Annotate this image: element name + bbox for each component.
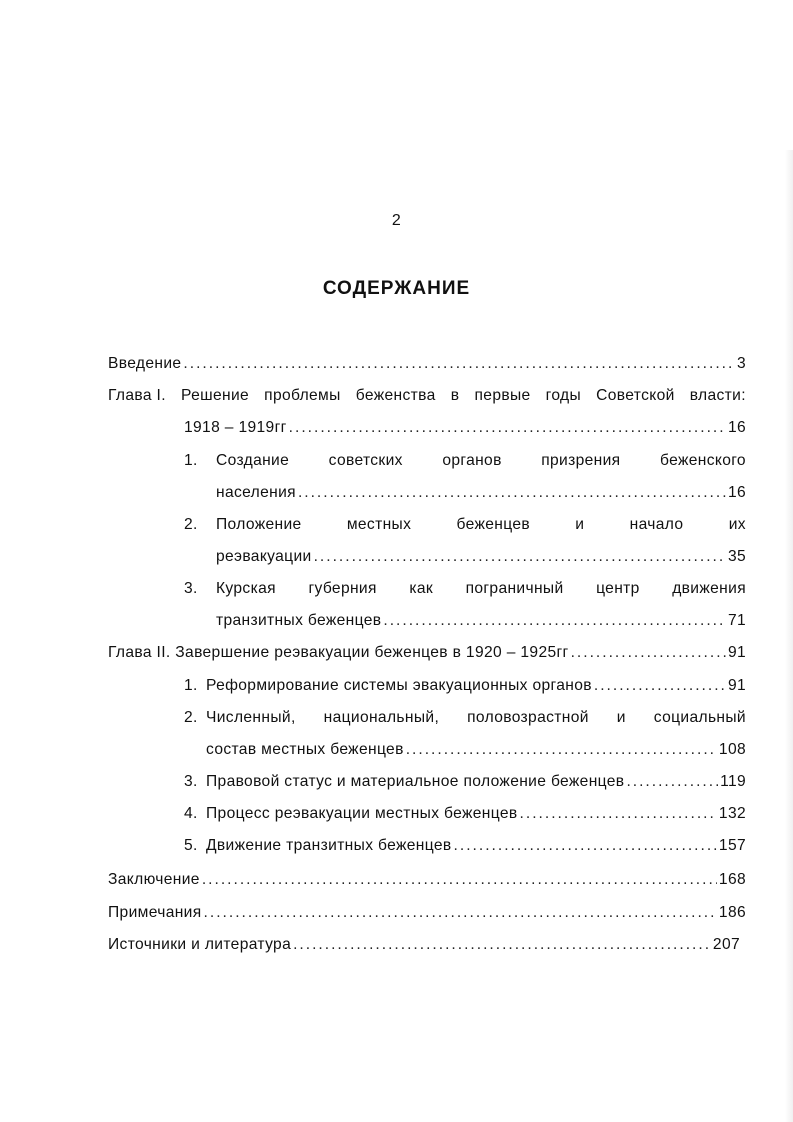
dot-leader <box>520 802 717 826</box>
toc-section-2-4 <box>108 802 746 826</box>
word: национальный, <box>323 709 440 726</box>
toc-page: 207 <box>712 936 740 953</box>
section-number: 5. <box>184 837 198 854</box>
word: призрения <box>541 452 621 469</box>
toc-label: Правовой статус и материальное положение беженцев <box>206 773 625 790</box>
toc-page: 108 <box>718 741 746 758</box>
toc-section-2-2-cont <box>206 738 746 762</box>
word: местных <box>346 516 412 533</box>
word: беженцев <box>456 516 531 533</box>
dot-leader <box>289 416 726 440</box>
dot-leader <box>383 609 726 633</box>
section-number: 2. <box>184 709 198 726</box>
section-number: 3. <box>184 580 198 597</box>
toc-page: 91 <box>727 644 746 661</box>
dot-leader <box>298 481 726 505</box>
toc-section-2-5 <box>108 834 746 858</box>
dot-leader <box>202 868 717 892</box>
word: проблемы <box>264 387 341 404</box>
toc-chapter-1-line1 <box>108 384 746 408</box>
toc-entry-conclusion <box>108 868 746 892</box>
word: половозрастной <box>467 709 589 726</box>
word: центр <box>596 580 640 597</box>
word: Решение <box>181 387 250 404</box>
toc-chapter-1-line2 <box>184 416 746 440</box>
word: начало <box>629 516 684 533</box>
toc-label: Примечания <box>108 904 202 921</box>
toc-label: Движение транзитных беженцев <box>206 837 452 854</box>
toc-label: Глава II. Завершение реэвакуации беженцев в 1920 – 1925гг <box>108 644 569 661</box>
word: первые <box>474 387 531 404</box>
chapter-prefix: Глава I. <box>108 387 166 404</box>
word: пограничный <box>465 580 564 597</box>
toc-entry-intro <box>108 352 746 376</box>
section-number: 3. <box>184 773 198 790</box>
toc-page: 168 <box>718 871 746 888</box>
word: годы <box>545 387 582 404</box>
toc-label: Реформирование системы эвакуационных органов <box>206 677 592 694</box>
word: Советской <box>596 387 675 404</box>
toc-page: 186 <box>718 904 746 921</box>
toc-label: состав местных беженцев <box>206 741 404 758</box>
toc-section-1-1 <box>108 449 746 473</box>
toc-section-2-1 <box>108 674 746 698</box>
word: Численный, <box>206 709 296 726</box>
word: беженства <box>355 387 436 404</box>
toc-label: реэвакуации <box>216 548 312 565</box>
dot-leader <box>183 352 735 376</box>
toc-section-1-3-cont <box>216 609 746 633</box>
dot-leader <box>293 933 711 957</box>
word: советских <box>328 452 403 469</box>
dot-leader <box>314 545 726 569</box>
word: движения <box>672 580 746 597</box>
dot-leader <box>594 674 726 698</box>
word: и <box>616 709 626 726</box>
toc-section-1-1-cont <box>216 481 746 505</box>
dot-leader <box>406 738 717 762</box>
toc-section-1-2 <box>108 513 746 537</box>
word: и <box>575 516 585 533</box>
word: Создание <box>216 452 290 469</box>
toc-entry-sources <box>108 933 740 957</box>
toc-entry-notes <box>108 901 746 925</box>
toc-label: транзитных беженцев <box>216 612 382 629</box>
toc-section-1-3 <box>108 577 746 601</box>
word: социальный <box>653 709 746 726</box>
toc-label: Заключение <box>108 871 200 888</box>
section-number: 2. <box>184 516 198 533</box>
toc-page: 132 <box>718 805 746 822</box>
toc-page: 16 <box>727 484 746 501</box>
word: власти: <box>689 387 746 404</box>
toc-page: 71 <box>727 612 746 629</box>
scan-shadow <box>785 150 793 1122</box>
toc-page: 157 <box>718 837 746 854</box>
toc-page: 119 <box>720 773 746 790</box>
toc-label: Источники и литература <box>108 936 292 953</box>
word: в <box>450 387 460 404</box>
section-number: 1. <box>184 677 198 694</box>
word: Курская <box>216 580 276 597</box>
word: губерния <box>308 580 377 597</box>
dot-leader <box>626 770 718 794</box>
section-number: 4. <box>184 805 198 822</box>
word: как <box>409 580 434 597</box>
dot-leader <box>204 901 717 925</box>
word: беженского <box>660 452 746 469</box>
dot-leader <box>454 834 717 858</box>
toc-label: 1918 – 1919гг <box>184 419 287 436</box>
toc-page: 3 <box>736 355 746 372</box>
toc-page: 91 <box>727 677 746 694</box>
page-number: 2 <box>391 212 402 229</box>
toc-chapter-2 <box>108 641 746 665</box>
toc-page: 16 <box>727 419 746 436</box>
toc-section-1-2-cont <box>216 545 746 569</box>
toc-page: 35 <box>727 548 746 565</box>
toc-section-2-3 <box>108 770 746 794</box>
toc-label: Введение <box>108 355 182 372</box>
word: их <box>728 516 746 533</box>
dot-leader <box>571 641 726 665</box>
word: органов <box>442 452 502 469</box>
toc-section-2-2 <box>108 706 746 730</box>
page-title: СОДЕРЖАНИЕ <box>322 278 471 299</box>
toc-label: населения <box>216 484 296 501</box>
toc-label: Процесс реэвакуации местных беженцев <box>206 805 518 822</box>
section-number: 1. <box>184 452 198 469</box>
word: Положение <box>216 516 302 533</box>
